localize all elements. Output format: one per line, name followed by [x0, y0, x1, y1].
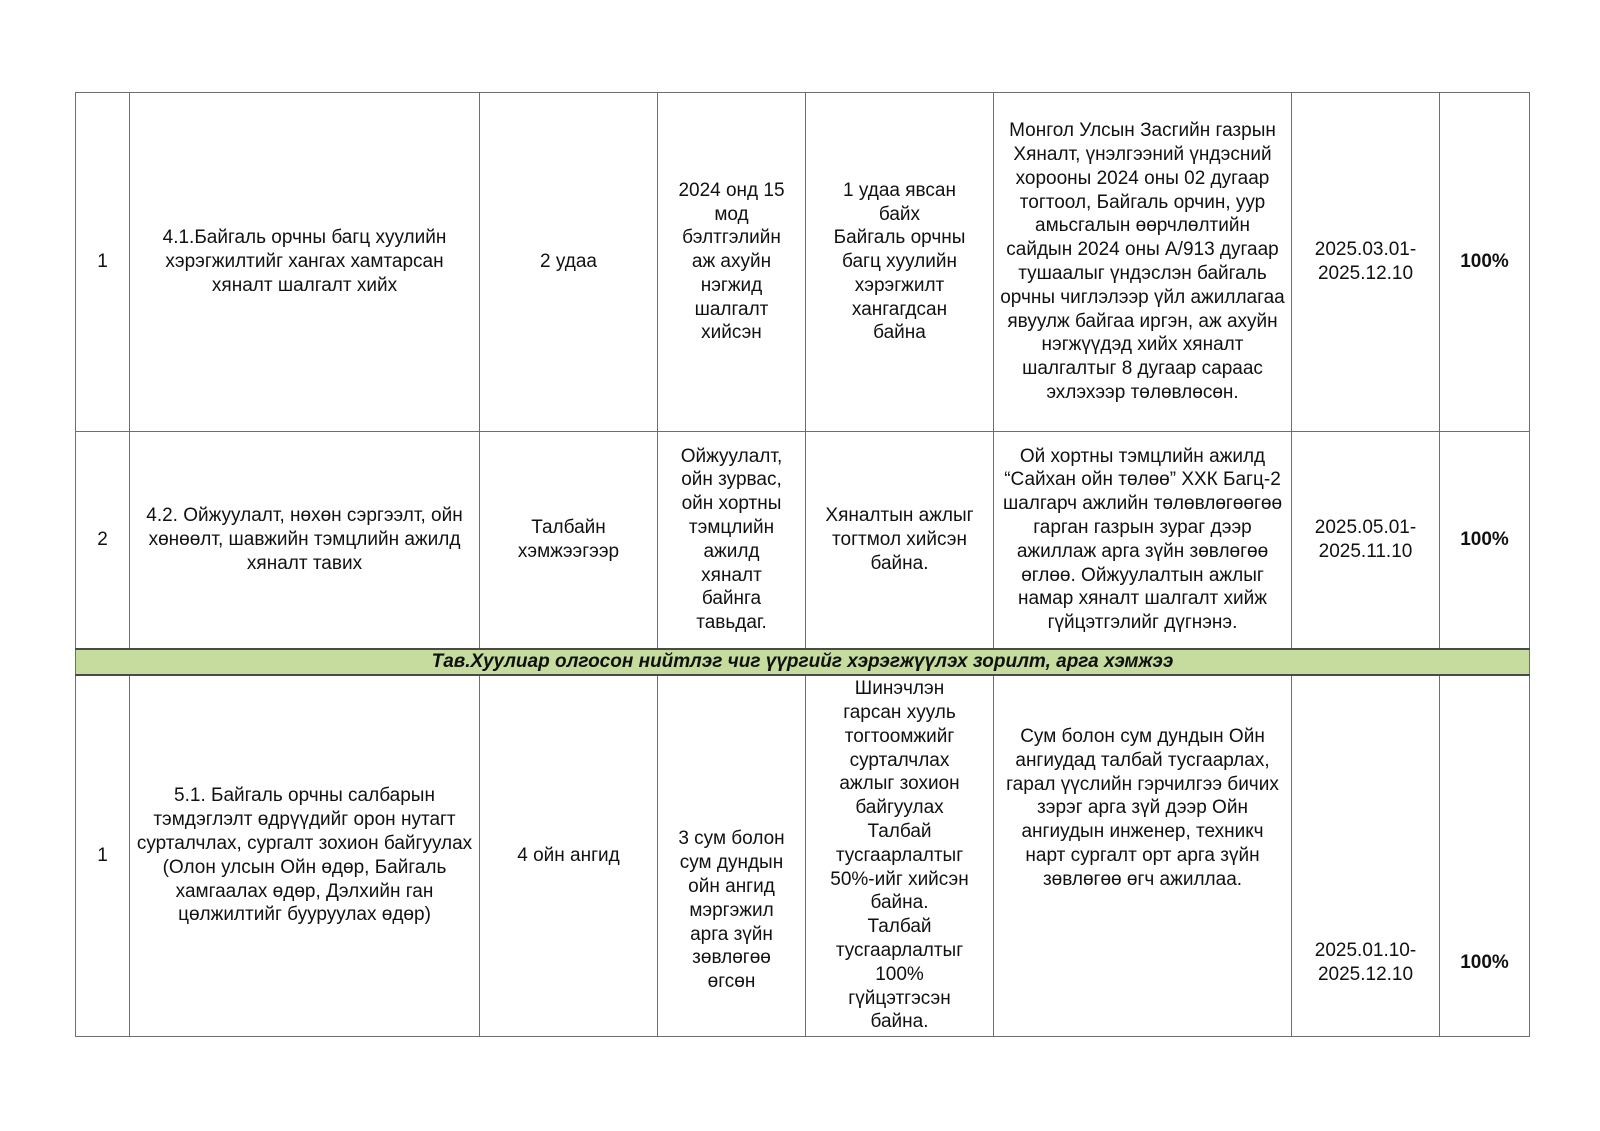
indicator-cell: Шинэчлэн гарсан хууль тогтоомжийг сурталчлах ажлыг зохион байгуулах Талбай тусгаарлалтыг 50%-ийг хийсэн байна. Талбай тусгаарлалтыг 100% гүйцэтгэсэн байна.: [806, 675, 994, 1037]
section-5-title: Тав.Хуулиар олгосон нийтлэг чиг үүргийг хэрэгжүүлэх зорилт, арга хэмжээ: [76, 649, 1530, 675]
indicator-cell: Хяналтын ажлыг тогтмол хийсэн байна.: [806, 432, 994, 649]
percent-cell: 100%: [1440, 432, 1530, 649]
indicator-cell: 1 удаа явсан байх Байгаль орчны багц хуулийн хэрэгжилт хангагдсан байна: [806, 93, 994, 432]
row-number: 2: [76, 432, 130, 649]
target-cell: 4 ойн ангид: [480, 675, 658, 1037]
result-cell: Монгол Улсын Засгийн газрын Хяналт, үнэлгээний үндэсний хорооны 2024 оны 02 дугаар тогтоол, Байгаль орчин, уур амьсгалын өөрчлөлтийн сайдын 2024 оны А/913 дугаар тушаалыг үндэслэн байгаль орчны чиглэлээр үйл ажиллагаа явуулж байгаа иргэн, аж ахуйн нэгжүүдэд хийх хяналт шалгалтыг 8 дугаар сараас эхлэхээр төлөвлөсөн.: [994, 93, 1292, 432]
target-cell: 2 удаа: [480, 93, 658, 432]
table-row: [76, 675, 1530, 1037]
percent-cell: 100%: [1440, 93, 1530, 432]
period-cell-wrap: [1292, 675, 1440, 1037]
period-cell: 2025.05.01- 2025.11.10: [1292, 432, 1440, 649]
result-cell: Ой хортны тэмцлийн ажилд “Сайхан ойн төлөө” ХХК Багц-2 шалгарч ажлийн төлөвлөгөөгөө гарган газрын зураг дээр ажиллаж арга зүйн зөвлөгөө өглөө. Ойжуулалтын ажлыг намар хяналт шалгалт хийж гүйцэтгэлийг дүгнэнэ.: [994, 432, 1292, 649]
task-cell: 4.1.Байгаль орчны багц хуулийн хэрэгжилтийг хангах хамтарсан хяналт шалгалт хийх: [130, 93, 480, 432]
task-cell: 4.2. Ойжуулалт, нөхөн сэргээлт, ойн хөнөөлт, шавжийн тэмцлийн ажилд хяналт тавих: [130, 432, 480, 649]
table-row: [76, 93, 1530, 432]
baseline-cell: Ойжуулалт, ойн зурвас, ойн хортны тэмцлийн ажилд хяналт байнга тавьдаг.: [658, 432, 806, 649]
table-row: [76, 432, 1530, 649]
baseline-cell: 3 сум болон сум дундын ойн ангид мэргэжил арга зүйн зөвлөгөө өгсөн: [678, 828, 785, 993]
task-cell: 5.1. Байгаль орчны салбарын тэмдэглэлт өдрүүдийг орон нутагт сурталчлах, сургалт зохион байгуулах (Олон улсын Ойн өдөр, Байгаль хамгаалах өдөр, Дэлхийн ган цөлжилтийг бууруулах өдөр): [130, 675, 480, 1037]
result-cell-wrap: [994, 675, 1292, 1037]
result-cell: Сум болон сум дундын Ойн ангиудад талбай тусгаарлах, гарал үүслийн гэрчилгээ бичих зэрэг арга зүй дээр Ойн ангиудын инженер, техникч нарт сургалт орт арга зүйн зөвлөгөө өгч ажиллаа.: [1006, 725, 1279, 890]
row-number: 1: [76, 93, 130, 432]
percent-cell-wrap: [1440, 675, 1530, 1037]
period-cell: 2025.01.10- 2025.12.10: [1314, 940, 1417, 986]
period-cell: 2025.03.01- 2025.12.10: [1292, 93, 1440, 432]
action-plan-table: [75, 92, 1530, 1037]
baseline-cell: 2024 онд 15 мод бэлтгэлийн аж ахуйн нэгжид шалгалт хийсэн: [658, 93, 806, 432]
percent-cell: 100%: [1460, 952, 1509, 974]
target-cell: Талбайн хэмжээгээр: [480, 432, 658, 649]
row-number: 1: [76, 675, 130, 1037]
section-header-row: [76, 649, 1530, 675]
baseline-cell-wrap: [658, 675, 806, 1037]
